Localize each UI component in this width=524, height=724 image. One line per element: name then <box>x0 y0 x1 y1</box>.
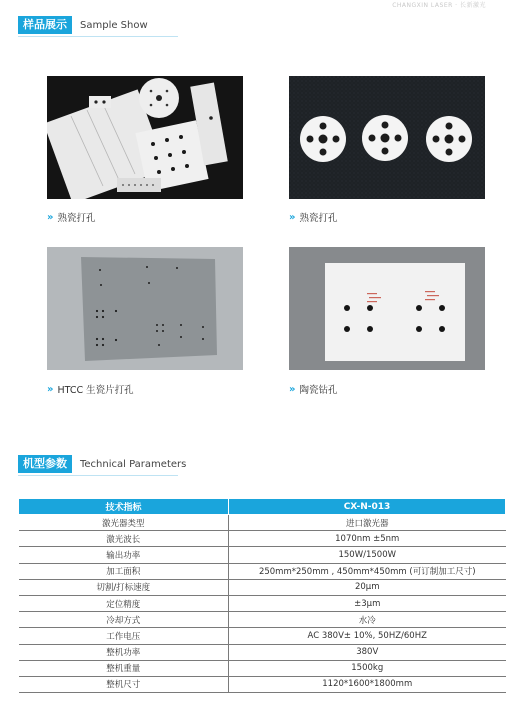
param-value-cell: 水冷 <box>229 612 506 628</box>
htcc-sheet-image <box>47 247 243 370</box>
param-value-cell: 1070nm ±5nm <box>229 531 506 547</box>
param-value-cell: 150W/1500W <box>229 547 506 563</box>
table-row <box>19 676 506 692</box>
table-row <box>19 660 506 676</box>
sample-caption-text: 陶瓷钻孔 <box>299 385 338 396</box>
double-chevron-icon: » <box>289 211 296 223</box>
table-header-row <box>19 499 506 515</box>
double-chevron-icon: » <box>47 211 54 223</box>
table-row <box>19 563 506 579</box>
ceramic-drilling-image <box>289 247 485 370</box>
sample-show-tag: 样品展示 <box>18 16 72 34</box>
table-row <box>19 547 506 563</box>
param-name-cell: 激光波长 <box>19 531 229 547</box>
table-row <box>19 595 506 611</box>
double-chevron-icon: » <box>47 383 54 395</box>
sample-caption-1 <box>47 210 95 224</box>
param-value-cell: ±3μm <box>229 595 506 611</box>
sample-caption-text: 熟瓷打孔 <box>57 213 96 224</box>
param-name-cell: 整机重量 <box>19 660 229 676</box>
sample-caption-text: HTCC 生瓷片打孔 <box>57 385 134 396</box>
sample-photo-1 <box>47 76 243 199</box>
param-value-cell: 380V <box>229 644 506 660</box>
param-name-cell: 整机尺寸 <box>19 676 229 692</box>
technical-parameters-header <box>18 455 186 473</box>
param-name-cell: 切割/打标速度 <box>19 579 229 595</box>
table-body <box>19 515 506 693</box>
table-row <box>19 612 506 628</box>
ceramic-plates-image <box>47 76 243 199</box>
ceramic-discs-image <box>289 76 485 199</box>
header-underline <box>18 475 178 476</box>
table-row <box>19 644 506 660</box>
sample-caption-4 <box>289 382 337 396</box>
param-name-cell: 冷却方式 <box>19 612 229 628</box>
sample-caption-2 <box>289 210 337 224</box>
double-chevron-icon: » <box>289 383 296 395</box>
column-header-model: CX-N-013 <box>229 499 506 515</box>
param-value-cell: 1500kg <box>229 660 506 676</box>
table-row <box>19 515 506 531</box>
sample-caption-text: 熟瓷打孔 <box>299 213 338 224</box>
header-note: CHANGXIN LASER · 长新激光 <box>392 2 486 9</box>
sample-photo-2 <box>289 76 485 199</box>
param-name-cell: 定位精度 <box>19 595 229 611</box>
sample-show-title: Sample Show <box>80 19 148 31</box>
table-row <box>19 579 506 595</box>
param-value-cell: AC 380V± 10%, 50HZ/60HZ <box>229 628 506 644</box>
param-name-cell: 激光器类型 <box>19 515 229 531</box>
header-underline <box>18 36 178 37</box>
technical-parameters-title: Technical Parameters <box>80 458 187 470</box>
sample-caption-3 <box>47 382 134 396</box>
sample-photo-4 <box>289 247 485 370</box>
sample-photo-3 <box>47 247 243 370</box>
table-row <box>19 628 506 644</box>
param-name-cell: 工作电压 <box>19 628 229 644</box>
sample-show-header <box>18 16 148 34</box>
param-name-cell: 输出功率 <box>19 547 229 563</box>
param-name-cell: 加工面积 <box>19 563 229 579</box>
column-header-spec: 技术指标 <box>19 499 229 515</box>
param-value-cell: 1120*1600*1800mm <box>229 676 506 692</box>
param-value-cell: 250mm*250mm , 450mm*450mm (可订制加工尺寸) <box>229 563 506 579</box>
parameters-table <box>18 498 506 693</box>
param-value-cell: 进口激光器 <box>229 515 506 531</box>
technical-parameters-tag: 机型参数 <box>18 455 72 473</box>
param-name-cell: 整机功率 <box>19 644 229 660</box>
param-value-cell: 20μm <box>229 579 506 595</box>
table-row <box>19 531 506 547</box>
